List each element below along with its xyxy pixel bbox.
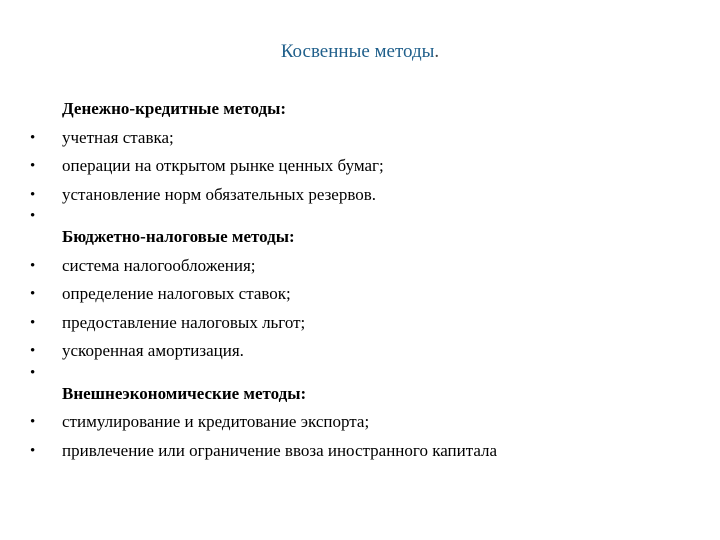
list-item	[30, 124, 690, 153]
list-item-text: учетная ставка;	[62, 127, 174, 147]
list-item	[30, 181, 690, 210]
list-item	[30, 408, 690, 437]
list-item	[30, 337, 690, 366]
bullet-icon: •	[30, 364, 36, 381]
bullet-icon: •	[30, 414, 36, 430]
bullet-icon: •	[30, 208, 36, 224]
section-heading-fiscal	[30, 223, 690, 252]
slide-content	[30, 95, 690, 465]
list-item-text: ускоренная амортизация.	[62, 341, 244, 360]
bullet-icon: •	[30, 442, 36, 459]
list-item-text: операции на открытом рынке ценных бумаг;	[62, 156, 384, 175]
list-item-text: система налогообложения;	[62, 255, 256, 275]
bullet-icon: •	[30, 343, 36, 359]
list-item	[30, 252, 690, 281]
section-heading-text: Бюджетно-налоговые методы:	[62, 227, 295, 246]
slide-title-suffix: .	[434, 41, 440, 62]
slide-title	[0, 40, 720, 64]
section-heading-monetary	[30, 95, 690, 124]
list-item-text: привлечение или ограничение ввоза иностранного капитала	[62, 440, 498, 460]
empty-list-item	[30, 366, 690, 380]
section-heading-foreign-economic	[30, 380, 690, 409]
empty-list-item	[30, 209, 690, 223]
slide-title-text: Косвенные методы	[280, 41, 435, 62]
bullet-icon: •	[30, 314, 36, 331]
bullet-icon: •	[30, 129, 36, 146]
bullet-icon: •	[30, 257, 36, 274]
list-item-text: определение налоговых ставок;	[62, 284, 291, 303]
list-item	[30, 152, 690, 181]
list-item-text: стимулирование и кредитование экспорта;	[62, 412, 370, 431]
section-heading-text: Денежно-кредитные методы:	[62, 99, 287, 118]
list-item-text: установление норм обязательных резервов.	[62, 184, 377, 204]
list-item-text: предоставление налоговых льгот;	[62, 312, 306, 332]
bullet-icon: •	[30, 186, 36, 203]
list-item	[30, 309, 690, 338]
list-item	[30, 437, 690, 466]
bullet-icon: •	[30, 158, 36, 174]
section-heading-text: Внешнеэкономические методы:	[62, 383, 307, 403]
list-item	[30, 280, 690, 309]
bullet-icon: •	[30, 286, 36, 302]
